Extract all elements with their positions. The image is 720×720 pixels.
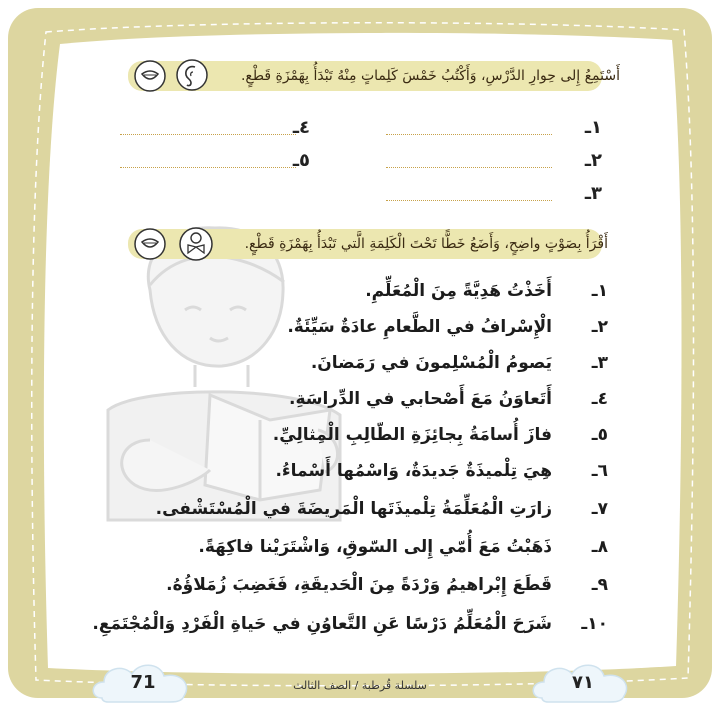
sentence-number: ٧ـ (591, 499, 608, 519)
sentence-text: يَصومُ الْمُسْلِمونَ في رَمَضانَ. (310, 353, 552, 373)
sentence-row (275, 456, 608, 486)
sentence-row (287, 312, 608, 342)
sentence-text: قَطَعَ إِبْراهيمُ وَرْدَةً مِنَ الْحَديقَةِ، فَغَضِبَ زُمَلاؤُهُ. (166, 575, 552, 595)
sentence-number: ٢ـ (591, 317, 608, 337)
sentence-row (273, 420, 608, 450)
blank-line[interactable] (386, 167, 552, 168)
blank-label: ١ـ (584, 117, 602, 138)
blank-line[interactable] (386, 134, 552, 135)
ear-icon (175, 58, 209, 92)
mouth-icon (133, 227, 167, 261)
sentence-number: ٨ـ (591, 537, 608, 557)
sentence-number: ٤ـ (591, 389, 608, 409)
sentence-text: فازَ أُسامَةُ بِجائِزَةِ الطّالِبِ الْمِثالِيِّ. (272, 425, 552, 445)
blank-line[interactable] (120, 134, 296, 135)
mouth-icon (133, 59, 167, 93)
instruction-text-2: أَقْرَأُ بِصَوْتٍ واضِحٍ، وَأَضَعُ خَطًّا تَحْتَ الْكَلِمَةِ الَّتي تَبْدَأُ بِهَمْزَةِ قَطْعٍ. (244, 236, 608, 252)
page-number-left: 71 (130, 672, 156, 693)
sentence-text: أَتَعاوَنُ مَعَ أَصْحابي في الدِّراسَةِ. (288, 389, 552, 409)
blank-label: ٣ـ (584, 183, 602, 204)
sentence-text: ذَهَبْتُ مَعَ أُمّي إِلى السّوقِ، وَاشْتَرَيْنا فاكِهَةً. (198, 537, 552, 557)
blank-label: ٢ـ (584, 150, 602, 171)
sentence-row (156, 494, 608, 524)
sentence-number: ٩ـ (591, 575, 608, 595)
page-number-right: ٧١ (572, 672, 594, 693)
sentence-text: شَرَحَ الْمُعَلِّمُ دَرْسًا عَنِ التَّعاوُنِ في حَياةِ الْفَرْدِ وَالْمُجْتَمَعِ. (92, 614, 552, 634)
sentence-row (92, 609, 608, 639)
sentence-number: ٣ـ (591, 353, 608, 373)
sentence-row (198, 532, 608, 562)
sentence-text: هِيَ تِلْميذَةٌ جَديدَةٌ، وَاسْمُها أَسْماءُ. (275, 461, 552, 481)
sentence-number: ١ـ (591, 281, 608, 301)
sentence-row (289, 384, 608, 414)
sentence-row (166, 570, 608, 600)
sentence-row (365, 276, 608, 306)
series-title: سلسلة قُرطبة / الصف الثالث (293, 679, 427, 692)
blank-line[interactable] (120, 167, 296, 168)
sentence-number: ٦ـ (591, 461, 608, 481)
sentence-row (311, 348, 608, 378)
reading-boy-icon (178, 226, 214, 262)
sentence-text: الْإِسْرافُ في الطَّعامِ عادَةٌ سَيِّئَةٌ. (287, 317, 552, 337)
instruction-text-1: أَسْتَمِعُ إِلى حِوارِ الدَّرْسِ، وَأَكْتُبُ خَمْسَ كَلِماتٍ مِنْهُ تَبْدَأُ بِهَمْزَةِ قَطْعٍ. (240, 68, 620, 84)
sentence-text: أَخَذْتُ هَدِيَّةً مِنَ الْمُعَلِّمِ. (365, 281, 552, 301)
sentence-number: ١٠ـ (581, 614, 608, 634)
sentence-number: ٥ـ (591, 425, 608, 445)
blank-label: ٥ـ (292, 150, 310, 171)
sentence-text: زارَتِ الْمُعَلِّمَةُ تِلْميذَتَها الْمَريضَةَ في الْمُسْتَشْفى. (155, 499, 552, 519)
blank-line[interactable] (386, 200, 552, 201)
blank-label: ٤ـ (292, 117, 310, 138)
